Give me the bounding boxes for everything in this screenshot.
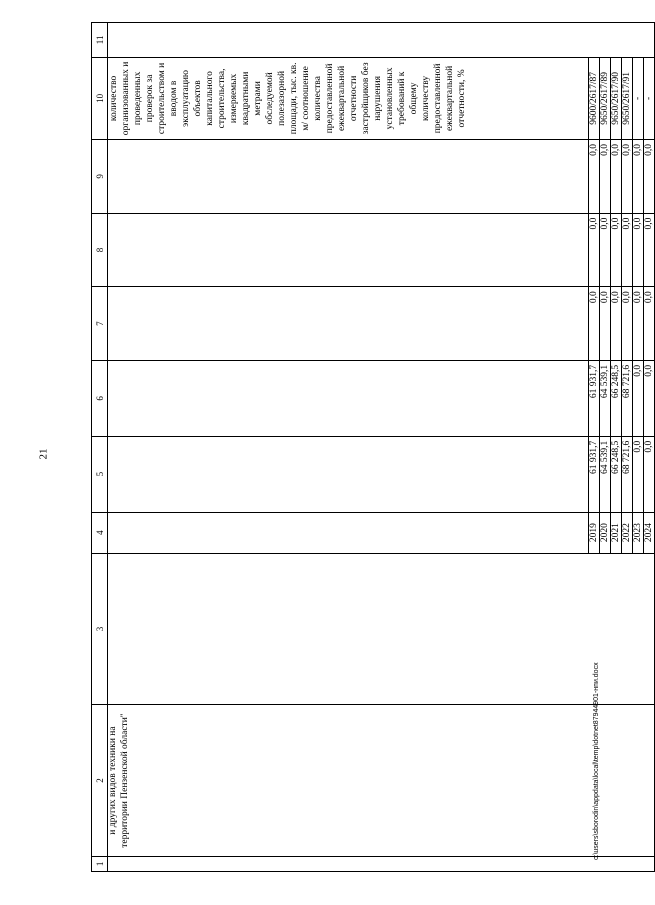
value-cell: 0,0 [644,213,655,287]
value-cell: 0,0 [600,140,611,214]
column-number: 4 [92,512,108,553]
cell-col3 [108,553,655,705]
year-cell: 2020 [600,512,611,553]
value-cell: 0,0 [622,140,633,214]
year-cell: 2019 [589,512,600,553]
value-cell: 0,0 [633,213,644,287]
column-number: 3 [92,553,108,705]
column-number-row [92,23,108,872]
program-table-rotated [91,22,654,872]
cell-col6 [108,360,589,436]
value-cell: 64 539,1 [600,360,611,436]
cell-col8 [108,213,589,287]
value-cell: 0,0 [644,140,655,214]
indicator-value-cell: - [633,57,644,139]
column-number: 1 [92,856,108,871]
value-cell: 0,0 [611,213,622,287]
value-cell: 0,0 [589,213,600,287]
value-cell: 0,0 [644,360,655,436]
year-cell: 2022 [622,512,633,553]
cell-col7 [108,287,589,361]
value-cell: 66 248,5 [611,436,622,512]
indicator-value-cell: 9650/2617/89 [600,57,611,139]
cell-col4 [108,512,589,553]
value-cell: 0,0 [633,360,644,436]
value-cell: 0,0 [589,287,600,361]
value-cell: 66 248,5 [611,360,622,436]
column-number: 2 [92,705,108,857]
value-cell: 0,0 [600,287,611,361]
indicator-value-cell: 9650/2617/90 [611,57,622,139]
value-cell: 61 931,7 [589,360,600,436]
column-number: 6 [92,360,108,436]
column-number: 7 [92,287,108,361]
value-cell: 0,0 [633,436,644,512]
file-path-footer: c:\users\sborodin\appdata\local\temp\dotnet87944901-нпи.docx [593,662,600,860]
value-cell: 0,0 [644,287,655,361]
column-number: 9 [92,140,108,214]
indicator-value-cell: 9600/2617/87 [589,57,600,139]
cell-col5 [108,436,589,512]
year-cell: 2021 [611,512,622,553]
value-cell: 0,0 [622,287,633,361]
value-cell: 0,0 [644,436,655,512]
value-cell: 0,0 [589,140,600,214]
cell-col9 [108,140,589,214]
main-row [108,23,589,872]
event-name-cell: и других видов техники на территории Пензенской области" [108,705,655,857]
value-cell: 68 721,6 [622,360,633,436]
indicator-value-cell: - [644,57,655,139]
value-cell: 0,0 [633,140,644,214]
column-number: 11 [92,23,108,58]
column-number: 10 [92,57,108,139]
value-cell: 0,0 [611,140,622,214]
year-cell: 2023 [633,512,644,553]
indicator-value-cell: 9650/2617/91 [622,57,633,139]
value-cell: 61 931,7 [589,436,600,512]
value-cell: 0,0 [633,287,644,361]
program-table [91,22,655,872]
column-number: 8 [92,213,108,287]
value-cell: 0,0 [622,213,633,287]
indicator-cell: количество организованных и проведенных проверок за строительством и вводом в эксплуатацию объектов капитального строительства, измеряемых квадратными метрами обследуемой полезазорной площади, тыс. кв. м/ соотношение количества предоставленной ежеквартальной отчетности застройщиков без нарушения установленных требований к общему количеству предоставленной ежеквартальной отчетности, % [108,57,589,139]
value-cell: 68 721,6 [622,436,633,512]
value-cell: 0,0 [600,213,611,287]
column-number: 5 [92,436,108,512]
value-cell: 0,0 [611,287,622,361]
year-cell: 2024 [644,512,655,553]
cell-col1 [108,856,655,871]
cell-col11 [108,23,655,58]
value-cell: 64 539,1 [600,436,611,512]
page-number: 21 [37,448,50,460]
